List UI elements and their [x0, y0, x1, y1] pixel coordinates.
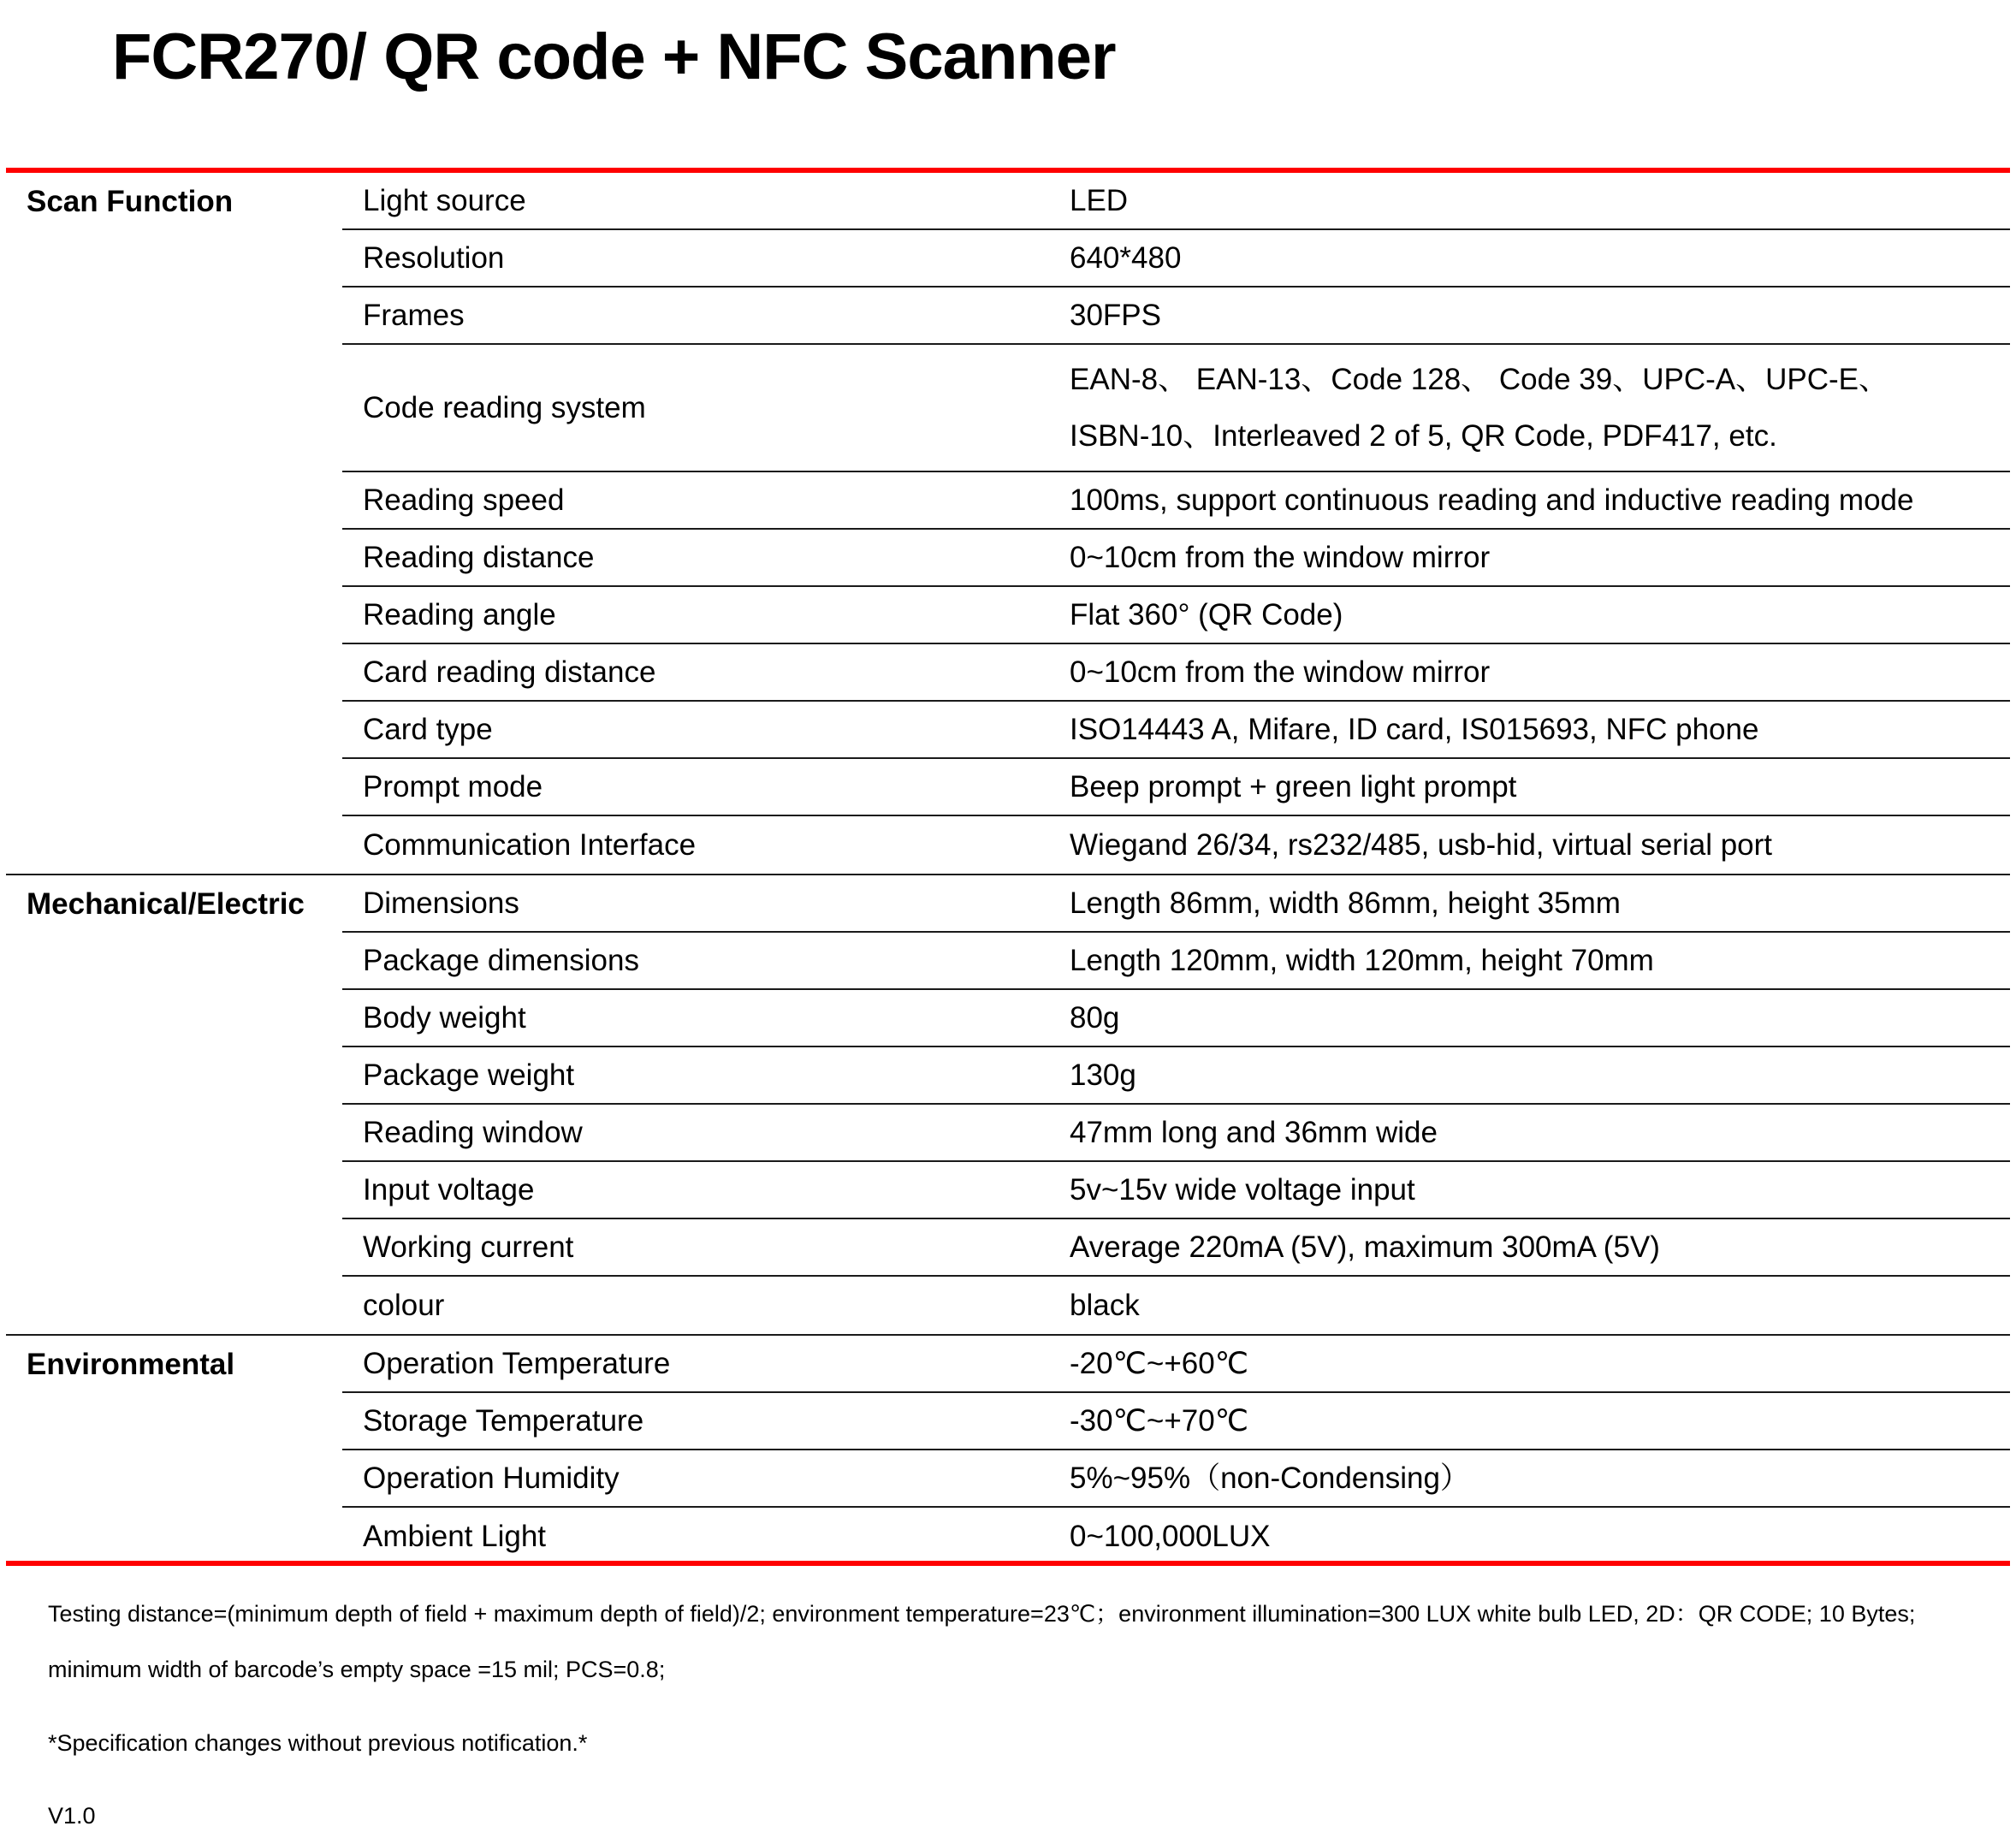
test-conditions-line-1: Testing distance=(minimum depth of field + maximum depth of field)/2; environment temperature=23℃；environment illumination=300 LUX white bulb LED, 2D：QR CODE; 10 Bytes; — [48, 1601, 1916, 1627]
section-mechanical-electric — [6, 875, 2010, 1336]
spec-value: 0~10cm from the window mirror — [1070, 540, 1491, 574]
test-conditions-line-2: minimum width of barcode’s empty space =15 mil; PCS=0.8; — [48, 1657, 666, 1682]
spec-table — [6, 173, 2010, 1565]
spec-label: Body weight — [363, 1000, 526, 1035]
spec-label: Code reading system — [363, 390, 646, 424]
spec-row-operation-temperature — [342, 1336, 2010, 1393]
spec-row-reading-window — [342, 1105, 2010, 1162]
spec-row-dimensions — [342, 875, 2010, 933]
spec-value: -30℃~+70℃ — [1070, 1403, 1249, 1438]
spec-value: Length 86mm, width 86mm, height 35mm — [1070, 886, 1621, 920]
spec-value: 0~100,000LUX — [1070, 1519, 1271, 1553]
spec-row-card-type — [342, 702, 2010, 759]
spec-value: 80g — [1070, 1000, 1120, 1035]
spec-row-operation-humidity — [342, 1450, 2010, 1508]
spec-row-communication-interface — [342, 816, 2010, 874]
spec-row-reading-angle — [342, 587, 2010, 644]
bottom-accent-rule — [6, 1561, 2010, 1566]
spec-label: Light source — [363, 183, 526, 217]
spec-value: Flat 360° (QR Code) — [1070, 597, 1343, 631]
spec-value: 47mm long and 36mm wide — [1070, 1115, 1438, 1149]
spec-row-body-weight — [342, 990, 2010, 1047]
spec-value: 100ms, support continuous reading and inductive reading mode — [1070, 483, 1914, 517]
page-title: FCR270/ QR code + NFC Scanner — [112, 21, 1116, 93]
spec-value: -20℃~+60℃ — [1070, 1346, 1249, 1380]
section-label: Mechanical/Electric — [27, 887, 305, 921]
spec-value-line: EAN-8、 EAN-13、Code 128、 Code 39、UPC-A、UPC-E、 — [1070, 362, 1889, 396]
spec-label: Storage Temperature — [363, 1403, 644, 1438]
spec-value: ISO14443 A, Mifare, ID card, IS015693, NFC phone — [1070, 712, 1759, 746]
spec-label: Card reading distance — [363, 655, 656, 689]
spec-value: Wiegand 26/34, rs232/485, usb-hid, virtual serial port — [1070, 827, 1773, 862]
spec-label: Prompt mode — [363, 769, 543, 803]
spec-row-frames — [342, 288, 2010, 345]
spec-value: Beep prompt + green light prompt — [1070, 769, 1517, 803]
spec-row-working-current — [342, 1219, 2010, 1277]
spec-row-reading-distance — [342, 530, 2010, 587]
spec-value: black — [1070, 1288, 1140, 1322]
spec-label: Frames — [363, 298, 465, 332]
spec-label: Operation Temperature — [363, 1346, 671, 1380]
section-label: Environmental — [27, 1348, 235, 1381]
spec-value: 640*480 — [1070, 240, 1182, 275]
spec-label: Reading distance — [363, 540, 595, 574]
spec-row-colour — [342, 1277, 2010, 1334]
spec-row-code-reading-system — [342, 345, 2010, 472]
spec-row-input-voltage — [342, 1162, 2010, 1219]
section-label: Scan Function — [27, 185, 234, 218]
spec-label: Resolution — [363, 240, 505, 275]
spec-label: colour — [363, 1288, 445, 1322]
spec-value: 0~10cm from the window mirror — [1070, 655, 1491, 689]
spec-label: Reading angle — [363, 597, 556, 631]
spec-label: Reading speed — [363, 483, 565, 517]
spec-value-line: ISBN-10、Interleaved 2 of 5, QR Code, PDF417, etc. — [1070, 418, 1777, 453]
section-environmental — [6, 1336, 2010, 1565]
spec-row-resolution — [342, 230, 2010, 288]
spec-label: Operation Humidity — [363, 1461, 620, 1495]
spec-value: 130g — [1070, 1058, 1136, 1092]
spec-row-storage-temperature — [342, 1393, 2010, 1450]
spec-label: Ambient Light — [363, 1519, 547, 1553]
spec-label: Card type — [363, 712, 493, 746]
spec-row-reading-speed — [342, 472, 2010, 530]
spec-value: 30FPS — [1070, 298, 1161, 332]
spec-label: Package dimensions — [363, 943, 639, 977]
spec-label: Input voltage — [363, 1172, 535, 1207]
spec-row-package-dimensions — [342, 933, 2010, 990]
spec-value — [1070, 352, 2010, 465]
spec-label: Dimensions — [363, 886, 519, 920]
spec-row-package-weight — [342, 1047, 2010, 1105]
spec-label: Communication Interface — [363, 827, 697, 862]
spec-label: Reading window — [363, 1115, 583, 1149]
section-scan-function — [6, 173, 2010, 875]
spec-row-ambient-light — [342, 1508, 2010, 1565]
spec-row-prompt-mode — [342, 759, 2010, 816]
spec-label: Package weight — [363, 1058, 575, 1092]
spec-label: Working current — [363, 1230, 574, 1264]
disclaimer: *Specification changes without previous notification.* — [48, 1730, 588, 1756]
spec-row-card-reading-distance — [342, 644, 2010, 702]
spec-value: Average 220mA (5V), maximum 300mA (5V) — [1070, 1230, 1660, 1264]
spec-value: Length 120mm, width 120mm, height 70mm — [1070, 943, 1654, 977]
spec-row-light-source — [342, 173, 2010, 230]
spec-value: 5%~95%（non-Condensing） — [1070, 1461, 1470, 1495]
version-label: V1.0 — [48, 1803, 96, 1829]
spec-value: LED — [1070, 183, 1129, 217]
spec-value: 5v~15v wide voltage input — [1070, 1172, 1415, 1207]
